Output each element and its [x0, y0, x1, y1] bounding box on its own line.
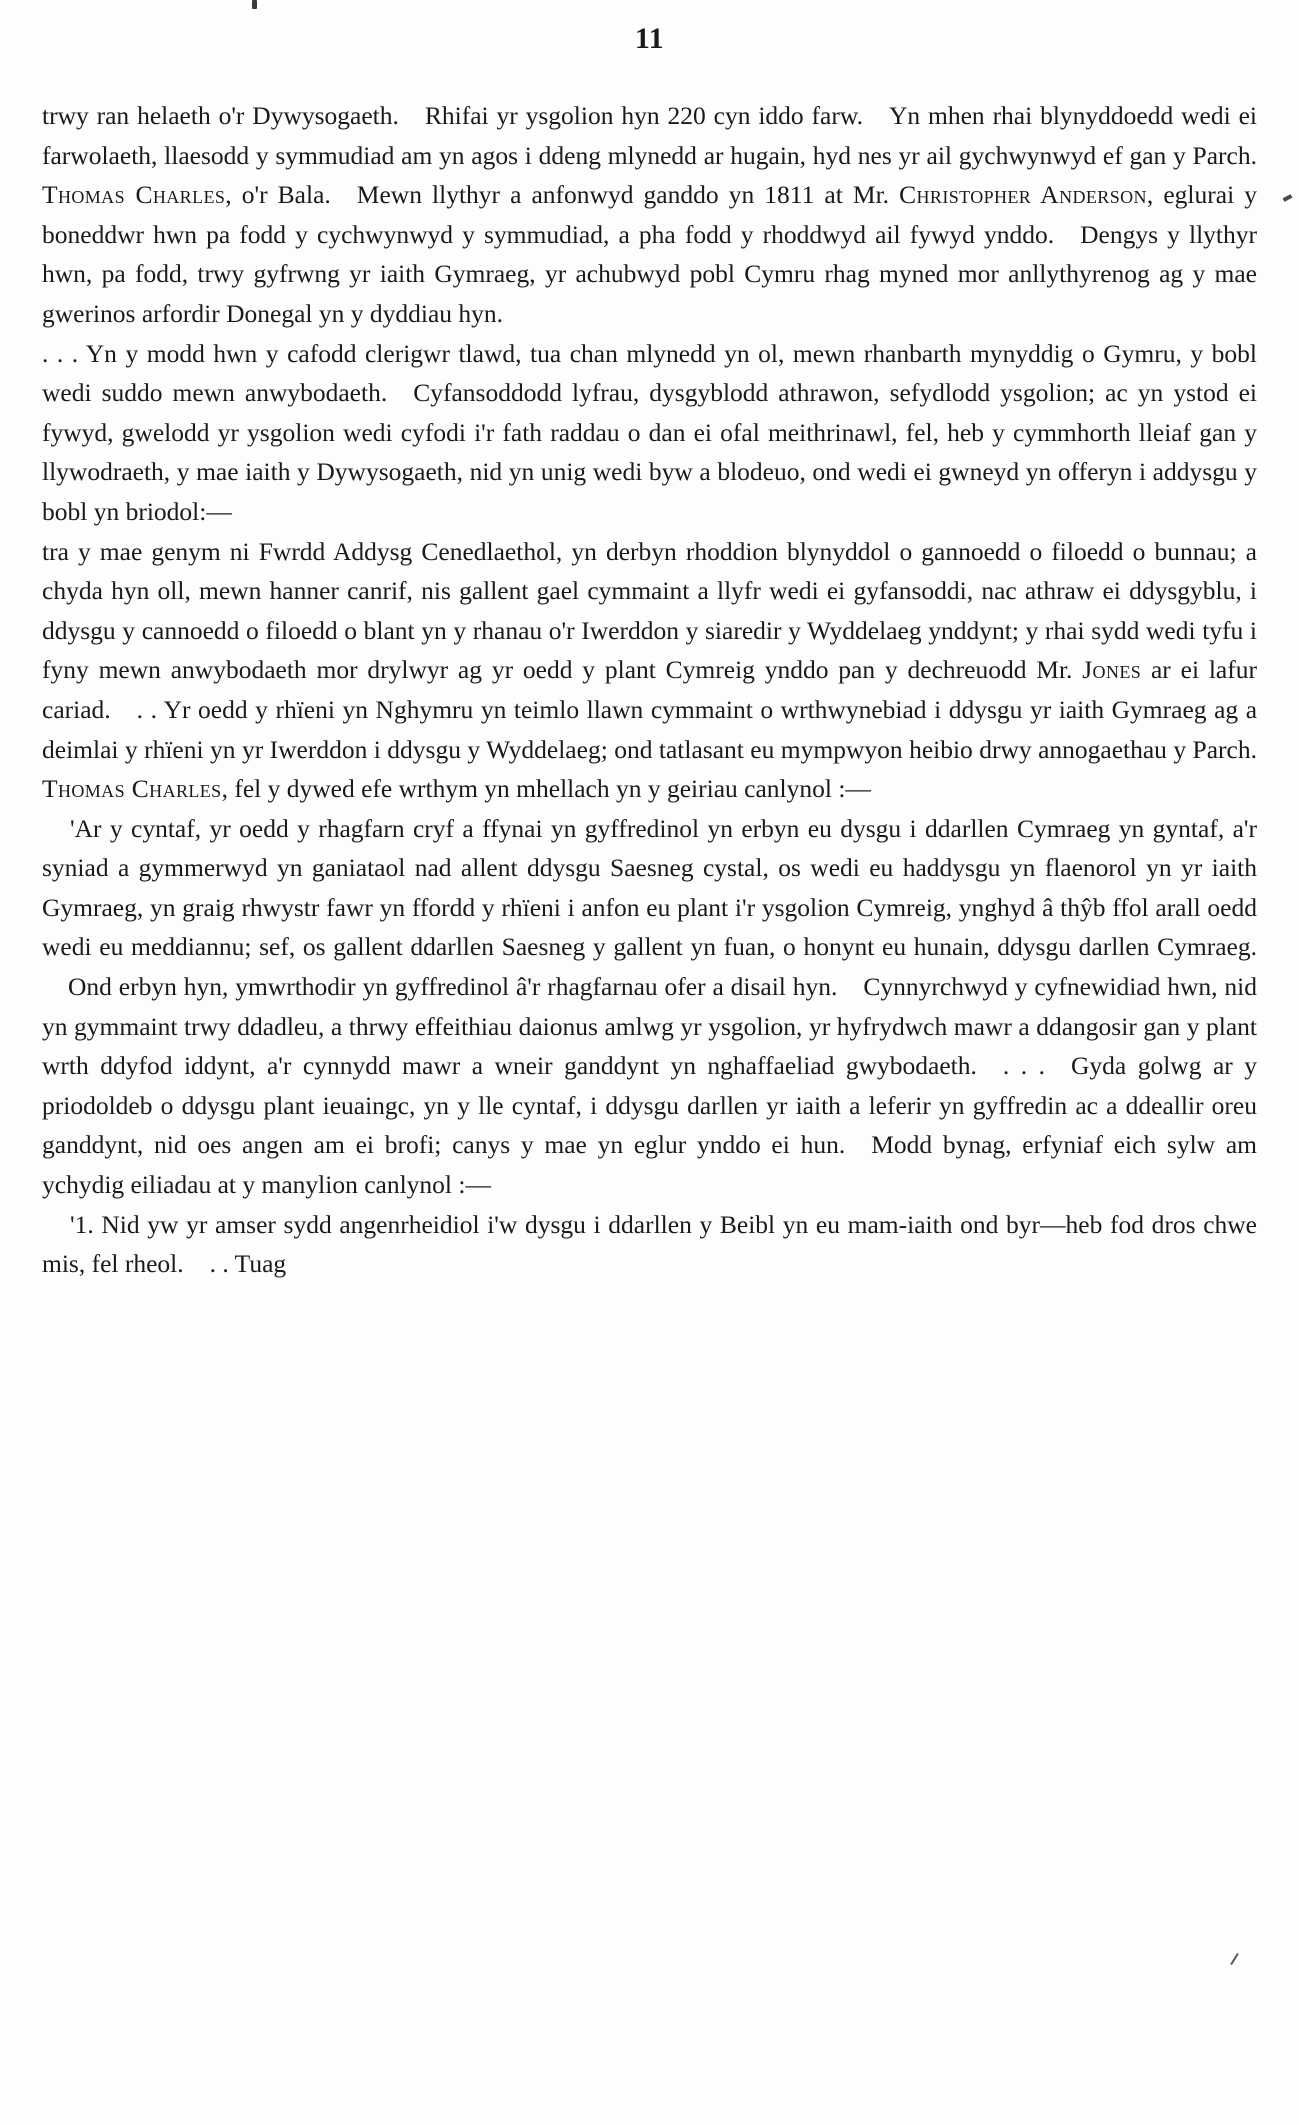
text-run: , o'r Bala.: [225, 180, 331, 210]
text-run: Yn y modd hwn y cafodd clerigwr tlawd, tua chan mlynedd yn ol, mewn rhanbarth mynyddig o Gymru, y bobl wedi suddo mewn anwybodaeth.: [42, 338, 1257, 408]
text-run: tra y mae genym ni Fwrdd Addysg Cenedlaethol, yn derbyn rhoddion blynyddol o gannoedd o filoedd o bunnau; a chyda hyn oll, mewn hanner canrif, nis gallent gael cymmaint a llyfr wedi ei gyfansoddi, nac athraw ei ddysgyblu, i ddysgu y cannoedd o filoedd o blant yn y rhanau o'r Iwerddon y siaredir y Wyddelaeg ynddynt; y rhai sydd wedi tyfu i fyny mewn anwybodaeth mor drylwyr ag yr oedd y plant Cymreig ynddo pan y dechreuodd Mr.: [42, 536, 1257, 685]
proper-name: Jones: [1082, 655, 1142, 685]
text-run: Yn mhen rhai blynyddoedd wedi ei farwolaeth, llaesodd y symmudiad am yn agos i ddeng mlynedd ar hugain, hyd nes yr ail gychwynwyd ef gan y Parch.: [42, 101, 1257, 170]
tail-ink-mark: [1230, 1953, 1239, 1965]
text-run: 'Ar y cyntaf, yr oedd y rhagfarn cryf a ffynai yn gyffredinol yn erbyn eu dysgu i ddarllen Cymraeg yn gyntaf, a'r syniad a gymmerwyd yn ganiataol nad allent ddysgu Saesneg cystal, os wedi eu haddysgu yn flaenorol yn yr iaith Gymraeg, yn graig rhwystr fawr yn ffordd y rhïeni i anfon eu plant i'r ysgolion Cymreig, ynghyd â thŷb ffol arall oedd wedi eu meddiannu; sef, os gallent ddarllen Saesneg y gallent yn fuan, o honynt eu hunain, ddysgu darllen Cymraeg.: [42, 813, 1257, 962]
ellipsis-mark: . . .: [1002, 1051, 1045, 1081]
text-run: Cynnyrchwyd y cyfnewidiad hwn, nid yn gymmaint trwy ddadleu, a thrwy effeithiau daionus amlwg yr ysgolion, yr hyfrydwch mawr a ddangosir gan y plant wrth ddyfod iddynt, a'r cynnydd mawr a wneir ganddynt yn nghaffaeliad gwybodaeth.: [42, 972, 1257, 1081]
paragraph: [42, 96, 1257, 334]
text-run: Tuag: [228, 1249, 287, 1279]
paragraph: [42, 809, 1257, 1205]
text-run: '1. Nid yw yr amser sydd angenrheidiol i'w dysgu i ddarllen y Beibl yn eu mam-iaith ond byr—heb fod dros chwe mis, fel rheol.: [42, 1209, 1257, 1279]
page-number: 11: [634, 22, 665, 55]
text-run: Gyda golwg ar y priodoldeb o ddysgu plant ieuaingc, yn y lle cyntaf, i ddysgu darllen yr iaith a leferir yn gyffredin ac a ddeallir oreu ganddynt, nid oes angen am ei brofi; canys y mae yn eglur ynddo ei hun.: [42, 1051, 1257, 1160]
proper-name: Thomas Charles: [42, 774, 222, 804]
paragraph: [42, 334, 1257, 532]
text-run: , fel y dywed efe wrthym yn mhellach yn y geiriau canlynol :—: [221, 774, 871, 804]
ellipsis-mark: . . .: [42, 338, 79, 368]
paragraph: [42, 1205, 1257, 1284]
proper-name: Thomas Charles: [42, 180, 226, 210]
text-run: Cyfansoddodd lyfrau, dysgyblodd athrawon, sefydlodd ysgolion; ac yn ystod ei fywyd, gwelodd yr ysgolion wedi cyfodi i'r fath raddau o dan ei ofal meithrinawl, fel, heb y cymmhorth lleiaf gan y llywodraeth, y mae iaith y Dywysogaeth, nid yn unig wedi byw a blodeuo, ond wedi ei gwneyd yn offeryn i addysgu y bobl yn briodol:—: [42, 378, 1257, 526]
text-run: trwy ran helaeth o'r Dywysogaeth.: [42, 101, 399, 130]
edge-ink-mark: [1283, 194, 1293, 202]
text-run: Rhifai yr ysgolion hyn 220 cyn iddo farw.: [424, 101, 863, 130]
text-run: Yr oedd y rhïeni yn Nghymru yn teimlo llawn cymmaint o wrthwynebiad i ddysgu yr iaith Gymraeg ag a deimlai y rhïeni yn yr Iwerddon i ddysgu y Wyddelaeg; ond tatlasant eu mympwyon heibio drwy annogaethau y Parch.: [42, 694, 1258, 764]
page-body-text: [42, 96, 1257, 1284]
text-run: , eglurai y boneddwr hwn pa fodd y cychwynwyd y symmudiad, a pha fodd y rhoddwyd ail fywyd ynddo.: [42, 180, 1257, 249]
stray-ink-mark: [252, 0, 257, 9]
text-run: ar ei lafur cariad.: [42, 655, 1257, 724]
text-run: Modd bynag, erfyniaf eich sylw am ychydig eiliadau at y manylion canlynol :—: [42, 1130, 1257, 1200]
text-run: Mewn llythyr a anfonwyd ganddo yn 1811 at Mr.: [356, 180, 900, 210]
text-run: Dengys y llythyr hwn, pa fodd, trwy gyfrwng yr iaith Gymraeg, yr achubwyd pobl Cymru rhag myned mor anllythyrenog ag y mae gwerinos arfordir Donegal yn y dyddiau hyn.: [42, 219, 1257, 328]
paragraph: [42, 532, 1257, 809]
ellipsis-mark: . .: [136, 694, 157, 724]
proper-name: Christopher Anderson: [899, 180, 1147, 210]
ellipsis-mark: . .: [209, 1249, 229, 1279]
text-run: Ond erbyn hyn, ymwrthodir yn gyffredinol â'r rhagfarnau ofer a disail hyn.: [68, 972, 838, 1002]
